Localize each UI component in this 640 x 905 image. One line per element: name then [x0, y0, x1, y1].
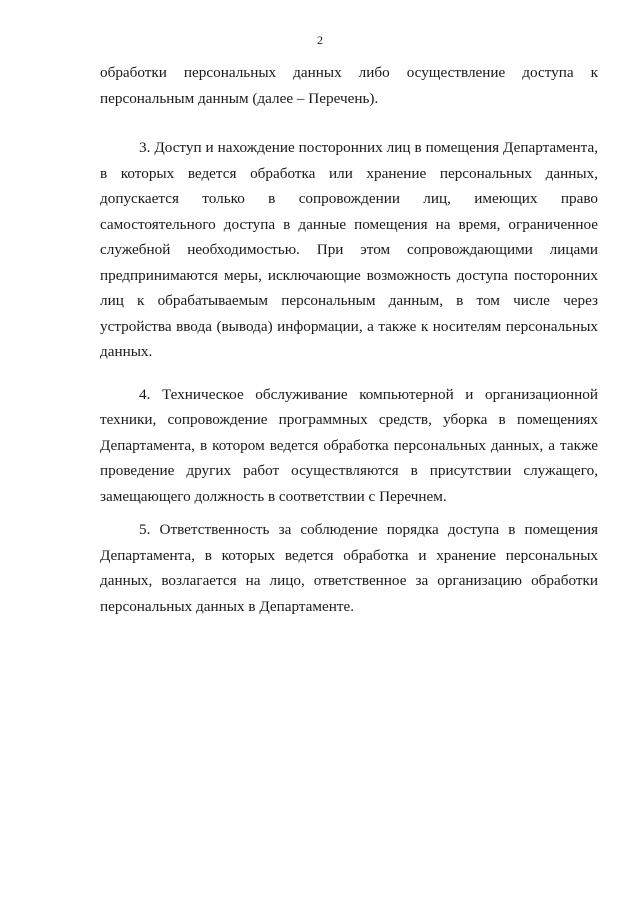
page-number: 2: [317, 33, 323, 47]
paragraph-item-4: 4. Техническое обслуживание компьютерной и организационной техники, сопровождение программных средств, уборка в помещениях Департамента, в котором ведется обработка персональных данных, а также проведение других работ осуществляются в присутствии служащего, замещающего должность в соответствии с Перечнем.: [100, 385, 598, 505]
document-body: [100, 60, 598, 619]
paragraph-item-3: 3. Доступ и нахождение посторонних лиц в помещения Департамента, в которых ведется обработка или хранение персональных данных, допускается только в сопровождении лиц, имеющих право самостоятельного доступа в данные помещения на время, ограниченное служебной необходимостью. При этом сопровождающими лицами предпринимаются меры, исключающие возможность доступа посторонних лиц к обрабатываемым персональным данным, в том числе через устройства ввода (вывода) информации, а также к носителям персональных данных.: [100, 139, 598, 360]
paragraph-item-5: 5. Ответственность за соблюдение порядка доступа в помещения Департамента, в которых ведется обработка и хранение персональных данных, возлагается на лицо, ответственное за организацию обработки персональных данных в Департаменте.: [100, 521, 598, 615]
paragraph-continuation: обработки персональных данных либо осуществление доступа к персональным данным (далее – Перечень).: [100, 64, 598, 107]
